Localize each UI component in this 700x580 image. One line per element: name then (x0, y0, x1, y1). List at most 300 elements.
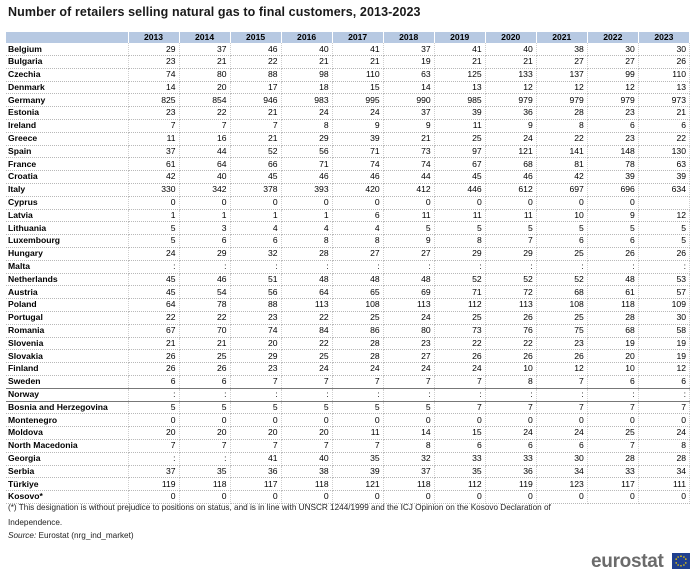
value-cell: 9 (383, 119, 434, 132)
value-cell: 983 (281, 94, 332, 107)
value-cell: 10 (587, 363, 638, 376)
value-cell: 19 (638, 337, 689, 350)
value-cell: 0 (281, 491, 332, 504)
value-cell: 35 (179, 465, 230, 478)
value-cell: 40 (281, 452, 332, 465)
table-row (6, 286, 690, 299)
value-cell: : (434, 388, 485, 401)
country-name: Moldova (6, 427, 128, 440)
value-cell: 696 (587, 183, 638, 196)
value-cell: 7 (434, 375, 485, 388)
value-cell: 6 (638, 119, 689, 132)
value-cell: 9 (485, 119, 536, 132)
year-header: 2022 (587, 32, 638, 43)
year-header: 2013 (128, 32, 179, 43)
value-cell: 88 (230, 68, 281, 81)
value-cell: 15 (434, 427, 485, 440)
value-cell: 75 (536, 324, 587, 337)
table-row (6, 68, 690, 81)
value-cell: 68 (536, 286, 587, 299)
value-cell: 6 (332, 209, 383, 222)
table-title: Number of retailers selling natural gas to final customers, 2013-2023 (8, 5, 421, 19)
value-cell: 46 (281, 171, 332, 184)
table-row (6, 94, 690, 107)
value-cell: 45 (128, 273, 179, 286)
value-cell: 24 (485, 132, 536, 145)
value-cell: 54 (179, 286, 230, 299)
table-row (6, 222, 690, 235)
country-name: Luxembourg (6, 235, 128, 248)
value-cell: 117 (230, 478, 281, 491)
value-cell: 7 (536, 401, 587, 414)
value-cell: 5 (230, 401, 281, 414)
value-cell: 446 (434, 183, 485, 196)
table-row (6, 247, 690, 260)
value-cell: 37 (128, 145, 179, 158)
value-cell: 56 (281, 145, 332, 158)
value-cell: 13 (638, 81, 689, 94)
value-cell: 9 (332, 119, 383, 132)
value-cell: 1 (128, 209, 179, 222)
value-cell: 8 (332, 235, 383, 248)
eu-flag-icon (672, 553, 690, 569)
value-cell: 111 (638, 478, 689, 491)
value-cell: 12 (536, 81, 587, 94)
value-cell: 1 (179, 209, 230, 222)
value-cell: 4 (230, 222, 281, 235)
value-cell: 74 (230, 324, 281, 337)
value-cell: 0 (128, 196, 179, 209)
value-cell: 7 (179, 439, 230, 452)
value-cell: 48 (281, 273, 332, 286)
value-cell: 52 (434, 273, 485, 286)
value-cell: 0 (434, 491, 485, 504)
value-cell: 118 (179, 478, 230, 491)
table-row (6, 350, 690, 363)
value-cell: 40 (179, 171, 230, 184)
value-cell: 44 (179, 145, 230, 158)
value-cell: 20 (179, 427, 230, 440)
value-cell: 7 (332, 375, 383, 388)
country-name: Cyprus (6, 196, 128, 209)
value-cell: 21 (383, 132, 434, 145)
value-cell: 37 (383, 465, 434, 478)
value-cell: 21 (638, 107, 689, 120)
value-cell: 80 (383, 324, 434, 337)
value-cell: 985 (434, 94, 485, 107)
table-row (6, 171, 690, 184)
value-cell: 16 (179, 132, 230, 145)
table-row (6, 56, 690, 69)
value-cell: 5 (281, 401, 332, 414)
value-cell: 52 (485, 273, 536, 286)
value-cell: 130 (638, 145, 689, 158)
value-cell: 21 (485, 56, 536, 69)
value-cell: 22 (230, 56, 281, 69)
value-cell: 72 (485, 286, 536, 299)
table-row (6, 299, 690, 312)
value-cell: 20 (587, 350, 638, 363)
country-name: Croatia (6, 171, 128, 184)
country-name: Hungary (6, 247, 128, 260)
value-cell: 118 (281, 478, 332, 491)
value-cell: 38 (536, 43, 587, 55)
country-name: Finland (6, 363, 128, 376)
value-cell: 5 (587, 222, 638, 235)
value-cell: 12 (536, 363, 587, 376)
table-row (6, 401, 690, 414)
value-cell: 29 (128, 43, 179, 55)
value-cell: 23 (587, 132, 638, 145)
value-cell: 74 (128, 68, 179, 81)
value-cell: 22 (281, 337, 332, 350)
value-cell: 66 (230, 158, 281, 171)
value-cell: 7 (383, 375, 434, 388)
value-cell: 38 (281, 465, 332, 478)
value-cell: 612 (485, 183, 536, 196)
value-cell: 7 (485, 235, 536, 248)
value-cell: 5 (128, 235, 179, 248)
value-cell: 26 (536, 350, 587, 363)
value-cell: 30 (587, 43, 638, 55)
value-cell: 15 (332, 81, 383, 94)
value-cell: 979 (536, 94, 587, 107)
value-cell: 22 (281, 311, 332, 324)
value-cell: 393 (281, 183, 332, 196)
value-cell: 137 (536, 68, 587, 81)
value-cell: 24 (332, 363, 383, 376)
value-cell: 76 (485, 324, 536, 337)
year-header: 2015 (230, 32, 281, 43)
value-cell: 61 (128, 158, 179, 171)
value-cell: 5 (536, 222, 587, 235)
value-cell: 21 (434, 56, 485, 69)
table-row (6, 183, 690, 196)
value-cell: 979 (485, 94, 536, 107)
value-cell: : (587, 260, 638, 273)
value-cell: 64 (179, 158, 230, 171)
value-cell: 39 (638, 171, 689, 184)
value-cell: 71 (434, 286, 485, 299)
value-cell: 0 (179, 414, 230, 427)
value-cell: 634 (638, 183, 689, 196)
value-cell: 5 (128, 401, 179, 414)
value-cell: 0 (434, 196, 485, 209)
value-cell: 33 (587, 465, 638, 478)
value-cell: 6 (536, 439, 587, 452)
value-cell: 9 (587, 209, 638, 222)
value-cell: : (230, 388, 281, 401)
value-cell: 22 (485, 337, 536, 350)
value-cell: 8 (485, 375, 536, 388)
value-cell: 26 (434, 350, 485, 363)
value-cell: 5 (434, 222, 485, 235)
value-cell: 78 (587, 158, 638, 171)
table-row (6, 375, 690, 388)
value-cell: 6 (587, 119, 638, 132)
value-cell: 11 (434, 119, 485, 132)
value-cell: 4 (281, 222, 332, 235)
value-cell: 7 (128, 119, 179, 132)
value-cell: 12 (587, 81, 638, 94)
value-cell: 7 (332, 439, 383, 452)
value-cell: 34 (638, 465, 689, 478)
value-cell: 23 (383, 337, 434, 350)
value-cell: 0 (536, 196, 587, 209)
value-cell: 148 (587, 145, 638, 158)
value-cell: 24 (536, 427, 587, 440)
table-row (6, 260, 690, 273)
value-cell: 7 (230, 119, 281, 132)
value-cell: 52 (536, 273, 587, 286)
table-row (6, 439, 690, 452)
country-name: Lithuania (6, 222, 128, 235)
value-cell: 0 (383, 491, 434, 504)
year-header: 2023 (638, 32, 689, 43)
value-cell: 19 (383, 56, 434, 69)
value-cell: 113 (485, 299, 536, 312)
value-cell: : (128, 260, 179, 273)
value-cell: 24 (485, 427, 536, 440)
value-cell: 84 (281, 324, 332, 337)
value-cell: 26 (128, 350, 179, 363)
value-cell: 0 (179, 196, 230, 209)
value-cell: 18 (281, 81, 332, 94)
value-cell: 21 (230, 132, 281, 145)
value-cell: 0 (536, 491, 587, 504)
table-row (6, 414, 690, 427)
value-cell: 65 (332, 286, 383, 299)
value-cell: 26 (128, 363, 179, 376)
value-cell: 7 (128, 439, 179, 452)
value-cell: 8 (281, 119, 332, 132)
value-cell: 7 (536, 375, 587, 388)
value-cell: 22 (536, 132, 587, 145)
country-name: Malta (6, 260, 128, 273)
value-cell: 24 (281, 107, 332, 120)
value-cell: 36 (485, 465, 536, 478)
value-cell: 37 (128, 465, 179, 478)
data-table (6, 32, 690, 504)
value-cell: 28 (332, 337, 383, 350)
value-cell: 697 (536, 183, 587, 196)
value-cell: 29 (281, 132, 332, 145)
value-cell: 11 (383, 209, 434, 222)
value-cell: 51 (230, 273, 281, 286)
value-cell: 46 (485, 171, 536, 184)
value-cell: 7 (587, 439, 638, 452)
year-header: 2014 (179, 32, 230, 43)
value-cell: 110 (638, 68, 689, 81)
country-name: Estonia (6, 107, 128, 120)
value-cell: 21 (179, 56, 230, 69)
value-cell: 37 (383, 107, 434, 120)
value-cell: 119 (128, 478, 179, 491)
value-cell: 32 (230, 247, 281, 260)
table-row (6, 337, 690, 350)
country-name: Norway (6, 388, 128, 401)
value-cell: 29 (485, 247, 536, 260)
value-cell: 7 (281, 439, 332, 452)
value-cell: 24 (383, 311, 434, 324)
value-cell: 48 (332, 273, 383, 286)
value-cell: 26 (638, 247, 689, 260)
value-cell: 946 (230, 94, 281, 107)
value-cell: 24 (332, 107, 383, 120)
value-cell: : (536, 260, 587, 273)
value-cell: 68 (587, 324, 638, 337)
country-name: Belgium (6, 43, 128, 55)
value-cell: 8 (434, 235, 485, 248)
value-cell: 30 (638, 311, 689, 324)
value-cell: 24 (638, 427, 689, 440)
value-cell: 67 (434, 158, 485, 171)
value-cell: 0 (179, 491, 230, 504)
value-cell: 121 (485, 145, 536, 158)
year-header: 2021 (536, 32, 587, 43)
country-name: North Macedonia (6, 439, 128, 452)
table-row (6, 81, 690, 94)
value-cell: 20 (230, 337, 281, 350)
value-cell: 56 (230, 286, 281, 299)
value-cell: 71 (332, 145, 383, 158)
country-name: Portugal (6, 311, 128, 324)
value-cell: 6 (587, 235, 638, 248)
value-cell: 14 (128, 81, 179, 94)
value-cell: 39 (434, 107, 485, 120)
value-cell: 6 (536, 235, 587, 248)
value-cell: 0 (332, 196, 383, 209)
country-name: Poland (6, 299, 128, 312)
value-cell: 24 (281, 363, 332, 376)
value-cell: 36 (230, 465, 281, 478)
value-cell: 22 (638, 132, 689, 145)
value-cell: 378 (230, 183, 281, 196)
value-cell: 0 (587, 414, 638, 427)
value-cell: 19 (638, 350, 689, 363)
value-cell: 11 (332, 427, 383, 440)
value-cell: 40 (281, 43, 332, 55)
value-cell: 109 (638, 299, 689, 312)
value-cell: 6 (434, 439, 485, 452)
country-name: Bulgaria (6, 56, 128, 69)
value-cell: 37 (383, 43, 434, 55)
value-cell: 26 (179, 363, 230, 376)
value-cell: : (128, 452, 179, 465)
value-cell: 25 (332, 311, 383, 324)
value-cell: 5 (638, 222, 689, 235)
value-cell: 68 (485, 158, 536, 171)
value-cell: 25 (587, 427, 638, 440)
value-cell: 110 (332, 68, 383, 81)
table-row (6, 478, 690, 491)
value-cell: 28 (536, 107, 587, 120)
value-cell: 5 (128, 222, 179, 235)
header-row (6, 32, 690, 43)
value-cell: 46 (230, 43, 281, 55)
table-row (6, 452, 690, 465)
value-cell: 97 (434, 145, 485, 158)
value-cell: 23 (587, 107, 638, 120)
value-cell: 3 (179, 222, 230, 235)
value-cell: 6 (179, 235, 230, 248)
value-cell: 854 (179, 94, 230, 107)
country-name: Kosovo* (6, 491, 128, 504)
value-cell: 112 (434, 299, 485, 312)
value-cell: 63 (383, 68, 434, 81)
value-cell: 25 (281, 350, 332, 363)
value-cell: 0 (230, 414, 281, 427)
value-cell: 45 (434, 171, 485, 184)
value-cell: 0 (434, 414, 485, 427)
value-cell: 46 (179, 273, 230, 286)
value-cell: 98 (281, 68, 332, 81)
country-name: Greece (6, 132, 128, 145)
source-text: Eurostat (nrg_ind_market) (38, 531, 134, 540)
value-cell: 21 (179, 337, 230, 350)
value-cell: 22 (128, 311, 179, 324)
value-cell: 27 (587, 56, 638, 69)
value-cell: 0 (638, 491, 689, 504)
country-name: Denmark (6, 81, 128, 94)
footnote: (*) This designation is without prejudice to positions on status, and is in line with UNSCR 1244/1999 and the ICJ Opinion on the Kosovo Declaration of Independence. (8, 503, 551, 527)
value-cell: 42 (536, 171, 587, 184)
year-header: 2017 (332, 32, 383, 43)
year-header: 2019 (434, 32, 485, 43)
value-cell: 26 (485, 311, 536, 324)
country-name: Ireland (6, 119, 128, 132)
value-cell: 27 (383, 350, 434, 363)
value-cell: : (281, 388, 332, 401)
country-name: Georgia (6, 452, 128, 465)
value-cell: 995 (332, 94, 383, 107)
value-cell: : (281, 260, 332, 273)
value-cell: 0 (383, 196, 434, 209)
value-cell: 113 (281, 299, 332, 312)
value-cell: 28 (638, 452, 689, 465)
value-cell: 19 (587, 337, 638, 350)
value-cell: 78 (179, 299, 230, 312)
value-cell: 71 (281, 158, 332, 171)
value-cell: 23 (128, 107, 179, 120)
value-cell: 29 (434, 247, 485, 260)
value-cell: 825 (128, 94, 179, 107)
value-cell: 23 (230, 311, 281, 324)
value-cell: 57 (638, 286, 689, 299)
value-cell: 119 (485, 478, 536, 491)
value-cell: 118 (383, 478, 434, 491)
value-cell: 23 (128, 56, 179, 69)
value-cell: 44 (383, 171, 434, 184)
table-row (6, 273, 690, 286)
country-name: Serbia (6, 465, 128, 478)
value-cell: 6 (485, 439, 536, 452)
value-cell: : (383, 388, 434, 401)
value-cell: 6 (587, 375, 638, 388)
value-cell: 58 (638, 324, 689, 337)
value-cell: 112 (434, 478, 485, 491)
value-cell: 5 (332, 401, 383, 414)
value-cell: 0 (332, 414, 383, 427)
value-cell: 74 (332, 158, 383, 171)
value-cell: 40 (485, 43, 536, 55)
year-header: 2020 (485, 32, 536, 43)
value-cell: 39 (587, 171, 638, 184)
value-cell: 25 (536, 311, 587, 324)
value-cell: 113 (383, 299, 434, 312)
value-cell: 990 (383, 94, 434, 107)
eurostat-logo: eurostat (591, 551, 664, 572)
